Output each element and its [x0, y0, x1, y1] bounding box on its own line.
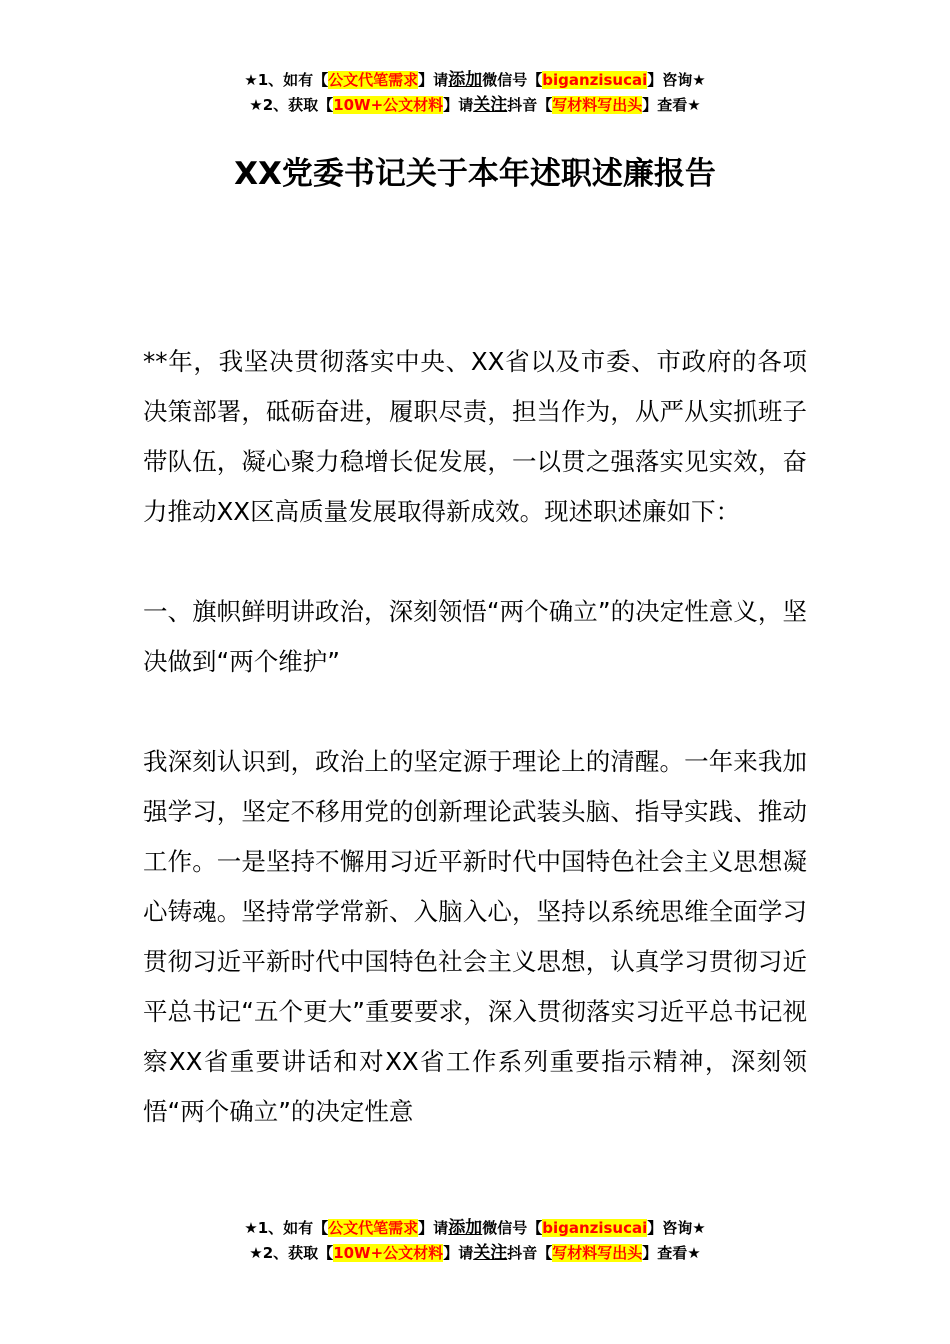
section-heading-1: 一、旗帜鲜明讲政治，深刻领悟“两个确立”的决定性意义，坚决做到“两个维护” — [143, 597, 807, 676]
banner-emphasis: 关注 — [473, 95, 508, 115]
star-icon: ★ — [692, 71, 706, 89]
star-icon: ★ — [249, 1244, 263, 1262]
banner-highlight: 写材料写出头 — [552, 96, 643, 114]
banner-line-2 — [0, 93, 950, 118]
banner-text: 】请 — [443, 1244, 474, 1262]
star-icon: ★ — [244, 71, 258, 89]
header-banner — [0, 68, 950, 118]
paragraph-spacer — [143, 537, 807, 587]
banner-text: 】咨询 — [647, 1219, 693, 1237]
banner-highlight: 写材料写出头 — [552, 1244, 643, 1262]
star-icon: ★ — [687, 1244, 701, 1262]
banner-text: 微信号【 — [482, 1219, 543, 1237]
banner-highlight: 公文代笔需求 — [328, 71, 419, 89]
banner-text: 2、获取【 — [262, 1244, 334, 1262]
star-icon: ★ — [692, 1219, 706, 1237]
banner-text: 2、获取【 — [262, 96, 334, 114]
star-icon: ★ — [244, 1219, 258, 1237]
banner-emphasis: 关注 — [473, 1243, 508, 1263]
banner-line-2 — [0, 1241, 950, 1266]
banner-text: 】咨询 — [647, 71, 693, 89]
banner-text: 抖音【 — [507, 96, 553, 114]
banner-line-1 — [0, 1216, 950, 1241]
paragraph-intro: **年，我坚决贯彻落实中央、XX省以及市委、市政府的各项决策部署，砥砺奋进，履职尽责，担当作为，从严从实抓班子带队伍，凝心聚力稳增长促发展，一以贯之强落实见实效，奋力推动XX区高质量发展取得新成效。现述职述廉如下： — [143, 347, 807, 526]
paragraph-body: 我深刻认识到，政治上的坚定源于理论上的清醒。一年来我加强学习，坚定不移用党的创新理论武装头脑、指导实践、推动工作。一是坚持不懈用习近平新时代中国特色社会主义思想凝心铸魂。坚持常学常新、入脑入心，坚持以系统思维全面学习贯彻习近平新时代中国特色社会主义思想，认真学习贯彻习近平总书记“五个更大”重要要求，深入贯彻落实习近平总书记视察XX省重要讲话和对XX省工作系列重要指示精神，深刻领悟“两个确立”的决定性意 — [143, 747, 807, 1126]
banner-emphasis: 添加 — [448, 70, 483, 90]
banner-emphasis: 添加 — [448, 1218, 483, 1238]
banner-highlight: 10W+公文材料 — [333, 1244, 444, 1262]
banner-highlight: 公文代笔需求 — [328, 1219, 419, 1237]
footer-banner — [0, 1216, 950, 1266]
banner-text: 】请 — [418, 1219, 449, 1237]
star-icon: ★ — [249, 96, 263, 114]
banner-text: 】请 — [443, 96, 474, 114]
document-body — [143, 337, 807, 1137]
banner-text: 】请 — [418, 71, 449, 89]
banner-text: 1、如有【 — [257, 1219, 329, 1237]
banner-text: 1、如有【 — [257, 71, 329, 89]
banner-highlight: 10W+公文材料 — [333, 96, 444, 114]
banner-text: 抖音【 — [507, 1244, 553, 1262]
document-title: XX党委书记关于本年述职述廉报告 — [234, 156, 716, 192]
banner-line-1 — [0, 68, 950, 93]
banner-highlight: biganzisucai — [542, 71, 648, 89]
banner-highlight: biganzisucai — [542, 1219, 648, 1237]
star-icon: ★ — [687, 96, 701, 114]
banner-text: 】查看 — [642, 96, 688, 114]
banner-text: 】查看 — [642, 1244, 688, 1262]
paragraph-spacer — [143, 687, 807, 737]
banner-text: 微信号【 — [482, 71, 543, 89]
